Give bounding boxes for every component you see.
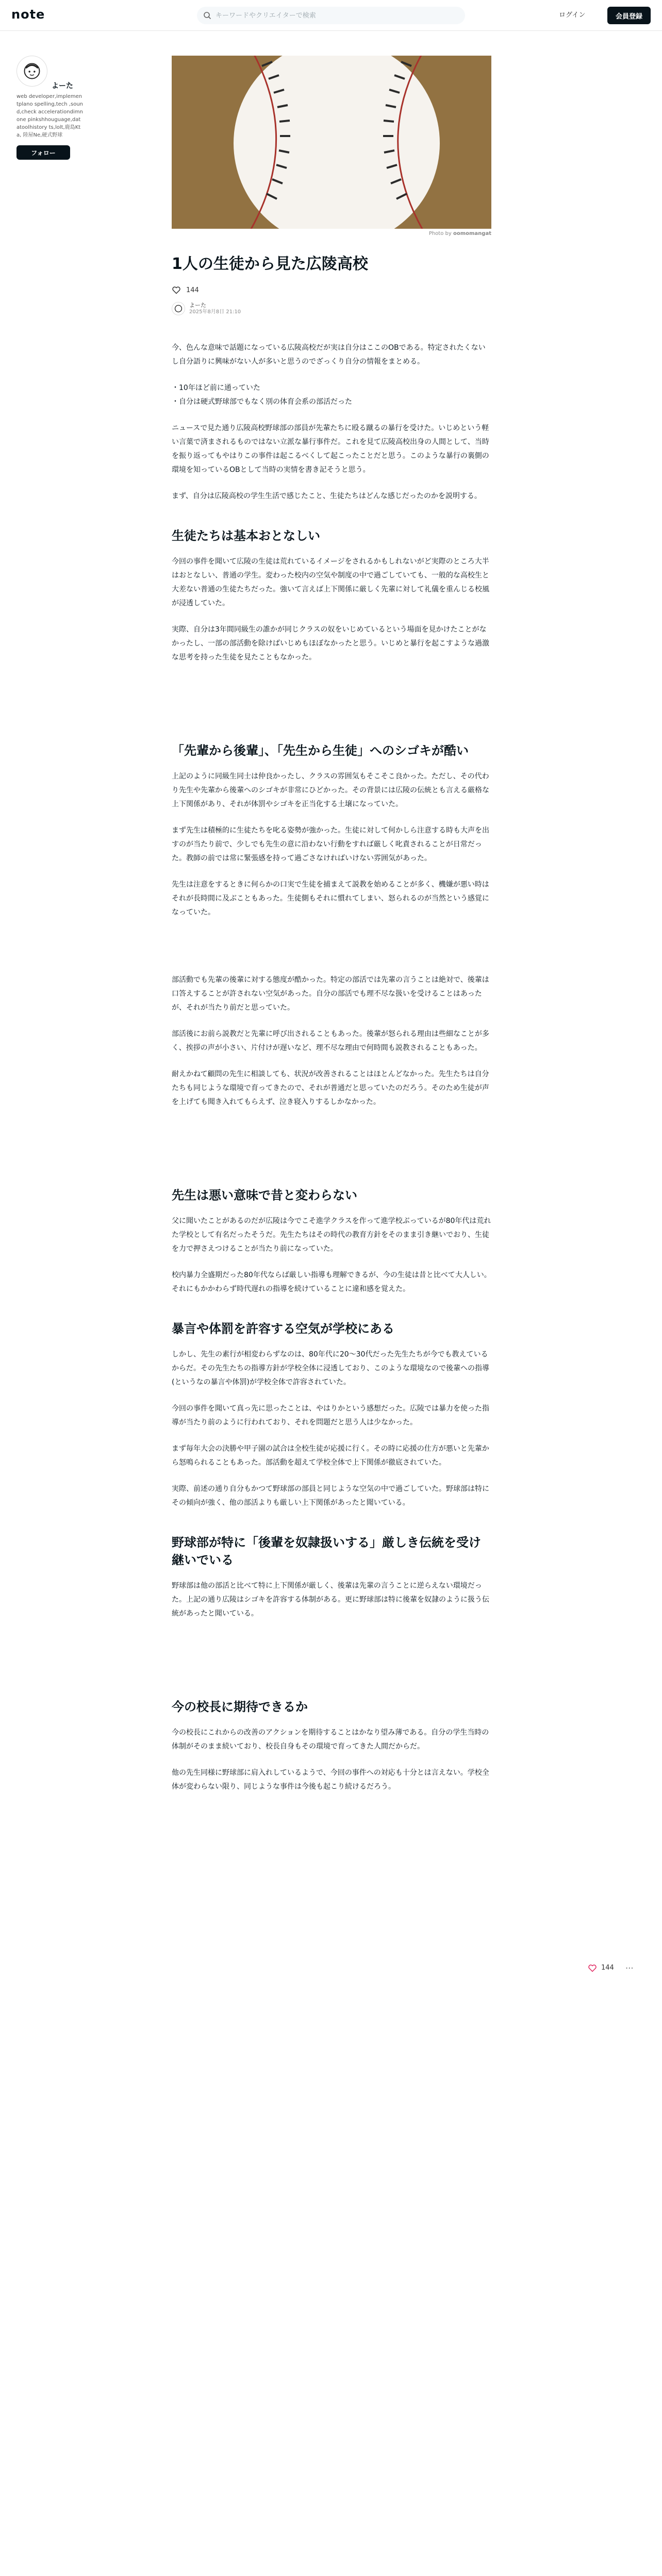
section-heading: 先生は悪い意味で昔と変わらない — [172, 1188, 357, 1202]
article-body — [172, 341, 491, 1794]
heart-icon[interactable] — [588, 1963, 597, 1973]
spacer — [172, 677, 491, 718]
signup-button[interactable]: 会員登録 — [607, 7, 651, 24]
section-heading: 「先輩から後輩」、「先生から生徒」へのシゴキが酷い — [172, 743, 469, 758]
section-heading: 野球部が特に「後輩を奴隷扱いする」厳しき伝統を受け継いでいる — [172, 1535, 481, 1567]
bullet-list — [172, 381, 491, 409]
login-link[interactable]: ログイン — [559, 11, 586, 19]
search-icon — [203, 11, 211, 20]
paragraph: まず先生は積極的に生徒たちを叱る姿勢が強かった。生徒に対して何かしら注意する時も大声を出すのが当たり前で、少しでも先生の意に沿わない行動をすれば厳しく叱責されることが日常だった。教師の前では常に緊張感を持って過ごさなければいけない雰囲気があった。 — [172, 826, 489, 862]
hero-image — [172, 56, 491, 229]
paragraph: 部活後にお前ら説教だと先輩に呼び出されることもあった。後輩が怒られる理由は些細なことが多く、挨拶の声が小さい、片付けが遅いなど、理不尽な理由で何時間も説教されることもあった。 — [172, 1030, 489, 1052]
author-avatar[interactable] — [172, 302, 185, 315]
spacer — [172, 1633, 491, 1674]
section-heading: 今の校長に期待できるか — [172, 1700, 308, 1714]
article — [172, 56, 491, 1806]
like-row — [172, 285, 491, 295]
list-item: ・10年ほど前に通っていた — [172, 384, 260, 392]
note-logo[interactable]: note — [11, 7, 45, 22]
paragraph: 今の校長にこれからの改善のアクションを期待することはかなり望み薄である。自分の学生当時の体制がそのまま続いており、校長自身もその環境で育ってきた人間だからだ。 — [172, 1728, 489, 1751]
top-navigation-bar — [0, 0, 662, 31]
list-item: ・自分は硬式野球部でもなく別の体育会系の部活だった — [172, 398, 352, 406]
more-options-icon[interactable]: ⋯ — [625, 1963, 634, 1973]
paragraph: 野球部は他の部活と比べて特に上下関係が厳しく、後輩は先輩の言うことに逆らえない環境だった。上記の通り広陵はシゴキを許容する体制がある。更に野球部は特に後輩を奴隷のように扱う伝統があったと聞いている。 — [172, 1582, 489, 1618]
paragraph: 今、色んな意味で話題になっている広陵高校だが実は自分はここのOBである。特定されたくないし自分語りに興味がない人が多いと思うのでざっくり自分の情報をまとめる。 — [172, 344, 486, 366]
paragraph: まず、自分は広陵高校の学生生活で感じたこと、生徒たちはどんな感じだったのかを説明する。 — [172, 492, 482, 500]
creator-avatar[interactable] — [16, 56, 47, 87]
spacer — [172, 1122, 491, 1163]
paragraph: ニュースで見た通り広陵高校野球部の部員が先輩たちに殴る蹴るの暴行を受けた。いじめという軽い言葉で済まされるものではない立派な暴行事件だ。これを見て広陵高校出身の人間として、当時を振り返ってもやはりこの事件は起こるべくして起こったことだと思う。このような暴行の裏側の環境を知っているOBとして当時の実情を書き記そうと思う。 — [172, 424, 489, 474]
floating-like-count: 144 — [601, 1964, 614, 1972]
search-box[interactable] — [197, 7, 465, 24]
search-input[interactable] — [216, 12, 442, 20]
author-name[interactable]: よーた — [189, 302, 206, 309]
follow-button[interactable] — [16, 145, 70, 160]
paragraph: 実際、前述の通り自分もかつて野球部の部員と同じような空気の中で過ごしていた。野球部は特にその傾向が強く、他の部活よりも厳しい上下関係があったと聞いている。 — [172, 1485, 489, 1507]
creator-name[interactable]: よーた — [52, 82, 73, 90]
paragraph: 実際、自分は3年間同級生の誰かが同じクラスの奴をいじめているという場面を見かけたことがなかったし、一部の部活動を除けばいじめもほぼなかったと思う。いじめと暴行を起こすような過激な思考を持った生徒を見たこともなかった。 — [172, 625, 489, 662]
paragraph: 今回の事件を聞いて真っ先に思ったことは、やはりかという感想だった。広陵では暴力を使った指導が当たり前のように行われており、それを問題だと思う人は少なかった。 — [172, 1404, 489, 1427]
like-count: 144 — [186, 286, 199, 294]
author-info — [172, 302, 491, 315]
creator-sidebar — [16, 56, 84, 160]
photo-credit-name[interactable]: oomomangat — [453, 231, 491, 236]
article-title: 1人の生徒から見た広陵高校 — [172, 255, 368, 273]
paragraph: 校内暴力全盛期だった80年代ならば厳しい指導も理解できるが、今の生徒は昔と比べて大人しい。それにもかかわらず時代遅れの指導を続けていることに違和感を覚えた。 — [172, 1271, 491, 1293]
paragraph: 今回の事件を聞いて広陵の生徒は荒れているイメージをされるかもしれないがど実際のところ大半はおとなしい、普通の学生。変わった校内の空気や制度の中で過ごしていても、一般的な高校生と大差ない普通の生徒たちだった。強いて言えば上下関係に厳しく先輩に対して礼儀を重んじる校風が浸透していた。 — [172, 557, 489, 607]
creator-bio: web developer,implementplano spelling,tech ,sound,check accelerationdimnone pinkshhouguage,datatoolhistory ts,lolt,鹿島Kta, 陸屋Ne,硬式野球 — [16, 94, 83, 138]
paragraph: しかし、先生の素行が相変わらずなのは、80年代に20～30代だった先生たちが今でも教えているからだ。その先生たちの指導方針が学校全体に浸透しており、このような環境なので後輩への指導(というなの暴言や体罰)が学校全体で許容されていた。 — [172, 1350, 489, 1386]
section-heading: 暴言や体罰を許容する空気が学校にある — [172, 1321, 394, 1336]
paragraph: 他の先生同様に野球部に肩入れしているようで、今回の事件への対応も十分とは言えない。学校全体が変わらない限り、同じような事件は今後も起こり続けるだろう。 — [172, 1769, 489, 1791]
photo-credit: Photo by oomomangat — [428, 231, 491, 236]
paragraph: 父に聞いたことがあるのだが広陵は今でこそ進学クラスを作って進学校ぶっているが80年代は荒れた学校として有名だったそうだ。先生たちはその時代の教育方針をそのまま引き継いでおり、生徒を力で押さえつけることが当たり前になっていた。 — [172, 1217, 491, 1253]
section-heading: 生徒たちは基本おとなしい — [172, 529, 320, 543]
baseball-illustration — [172, 56, 491, 229]
paragraph: まず毎年大会の決勝や甲子園の試合は全校生徒が応援に行く。その時に応援の仕方が悪いと先輩から怒鳴られることもあった。部活動を超えて学校全体で上下関係が徹底されていた。 — [172, 1445, 489, 1467]
spacer — [172, 932, 491, 973]
paragraph: 上記のように同級生同士は仲良かったし、クラスの雰囲気もそこそこ良かった。ただし、その代わり先生や先輩から後輩へのシゴキが非常にひどかった。その背景には広陵の伝統とも言える厳格な上下関係があり、それが体罰やシゴキを正当化する土壌になっていた。 — [172, 772, 489, 808]
paragraph: 部活動でも先輩の後輩に対する態度が酷かった。特定の部活では先輩の言うことは絶対で、後輩は口答えすることが許されない空気があった。自分の部活でも理不尽な扱いを受けることはあったが、それが当たり前だと思っていた。 — [172, 976, 489, 1012]
paragraph: 先生は注意をするときに何らかの口実で生徒を捕まえて説教を始めることが多く、機嫌が悪い時はそれが長時間に及ぶこともあった。生徒側もそれに慣れてしまい、怒られるのが当然という感覚になっていた。 — [172, 880, 489, 917]
floating-like-bar — [588, 1963, 634, 1973]
paragraph: 耐えかねて顧問の先生に相談しても、状況が改善されることはほとんどなかった。先生たちは自分たちも同じような環境で育ってきたので、それが普通だと思っていたのだろう。そのため生徒が声を上げても聞き入れてもらえず、泣き寝入りするしかなかった。 — [172, 1070, 489, 1106]
heart-icon[interactable] — [172, 285, 181, 295]
follow-label: フォロー — [31, 149, 56, 157]
publish-date: 2025年8月8日 21:10 — [189, 309, 241, 315]
